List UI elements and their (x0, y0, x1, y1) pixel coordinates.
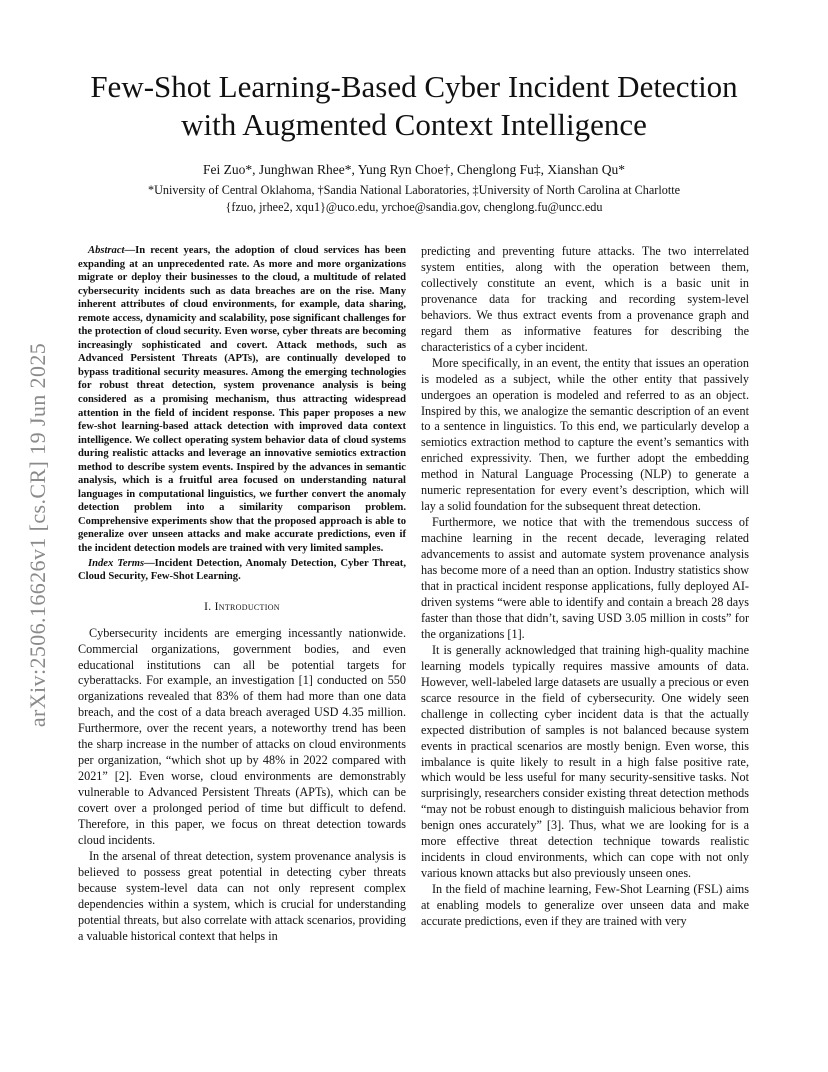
index-terms (78, 557, 406, 584)
paper-title (60, 68, 768, 144)
section-heading (78, 600, 406, 616)
arxiv-identifier (26, 300, 50, 770)
title-line-1: Few-Shot Learning-Based Cyber Incident Detection (90, 69, 738, 104)
paragraph: Furthermore, we notice that with the tremendous success of machine learning in the recent decade, leveraging related advancements to assist and automate system provenance analysis has become more of a need than an option. Industry statistics show that in practical incident response applications, fully deployed AI-driven systems “were able to identify and contain a breach 28 days faster than those that didn’t, saving USD 3.05 million in costs” for the organizations [1]. (421, 515, 749, 641)
abstract (78, 244, 406, 556)
paragraph: In the field of machine learning, Few-Shot Learning (FSL) aims at enabling models to generalize over unseen data and make accurate predictions, even if they are trained with very (421, 882, 749, 929)
section-number: I. (204, 600, 215, 613)
paragraph: Cybersecurity incidents are emerging incessantly nationwide. Commercial organizations, government bodies, and even educational institutions can all be potential targets for cyberattacks. For example, an investigation [1] conducted on 550 organizations revealed that 83% of them had more than one data breach, and the cost of a data breach averaged USD 4.35 million. Furthermore, over the recent years, a noteworthy trend has been the sharp increase in the number of attacks on cloud environments per organization, “which shot up by 48% in 2022 compared with 2021” [2]. Even worse, cloud environments are demonstrably vulnerable to Advanced Persistent Threats (APTs), which can be covert over a prolonged period of time but difficult to defend. Therefore, in this paper, we focus on threat detection towards cloud incidents. (78, 625, 406, 848)
affiliations: *University of Central Oklahoma, †Sandia National Laboratories, ‡University of North Carolina at Charlotte (147, 183, 681, 197)
arxiv-id-text: arXiv:2506.16626v1 [cs.CR] 19 Jun 2025 (25, 342, 51, 728)
index-terms-label: Index Terms (88, 557, 145, 569)
paragraph: It is generally acknowledged that training high-quality machine learning models typically requires massive amounts of data. However, well-labeled large datasets are usually a precious or even scarce resource in the field of cybersecurity. One widely seen challenge in collecting cyber incident data is that the actually expected distribution of samples is not balanced because system events in practical scenarios are mostly benign. Even worse, this imbalance is quite likely to result in a high false positive rate, which would be less useful for many security-sensitive tasks. Not surprisingly, researchers consider existing threat detection methods “may not be robust enough to distinguish malicious behavior from benign ones accurately” [3]. Thus, what we are looking for is a more effective threat detection technique towards realistic incidents in cloud environments, which can cope with not only various known attacks but also previously unseen ones. (421, 642, 749, 881)
abstract-text: —In recent years, the adoption of cloud services has been expanding at an unprecedented rate. As more and more organizations migrate or deploy their businesses to the cloud, a multitude of related cybersecurity incidents such as data breaches are on the rise. Many inherent attributes of cloud environments, for example, data sharing, remote access, dynamicity and scalability, pose significant challenges for the protection of cloud security. Even worse, cyber threats are becoming increasingly sophisticated and covert. Attack methods, such as Advanced Persistent Threats (APTs), are continually developed to bypass traditional security measures. Among the emerging technologies for robust threat detection, system provenance analysis is being considered as a promising mechanism, thus attracting widespread attention in the field of incident response. This paper proposes a new few-shot learning-based attack detection with improved data context intelligence. We collect operating system behavior data of cloud systems during realistic attacks and leverage an innovative semiotics extraction method to describe system events. Inspired by the advances in semantic analysis, which is a fruitful area focused on understanding natural languages in computational linguistics, we further convert the anomaly detection problem into a similarity comparison problem. Comprehensive experiments show that the proposed approach is able to generalize over unseen attacks and make accurate predictions, even if the incident detection models are trained with very limited samples. (78, 245, 406, 555)
index-terms-text: —Incident Detection, Anomaly Detection, Cyber Threat, Cloud Security, Few-Shot Learning. (78, 557, 406, 583)
emails: {fzuo, jrhee2, xqu1}@uco.edu, yrchoe@sandia.gov, chenglong.fu@uncc.edu (225, 200, 603, 214)
title-line-2: with Augmented Context Intelligence (181, 107, 647, 142)
affiliations-block (60, 182, 768, 216)
abstract-label: Abstract (88, 245, 125, 256)
paragraph: predicting and preventing future attacks. The two interrelated system entities, along with the operation between them, collectively constitute an event, which is a basic unit in provenance data for tracking and recording system-level behaviors. We thus extract events from a provenance graph and regard them as informative features for describing the characteristics of a cyber incident. (421, 244, 749, 354)
author-list: Fei Zuo*, Junghwan Rhee*, Yung Ryn Choe†, Chenglong Fu‡, Xianshan Qu* (203, 162, 625, 177)
paragraph: More specifically, in an event, the entity that issues an operation is modeled as a subject, while the other entity that passively undergoes an operation is modeled and referred to as an object. Inspired by this, we analogize the semantic description of an event to a sentence in linguistics. To this end, we particularly develop a semiotics extraction method to capture the event’s semantics with enriched expressivity. Then, we further adopt the embedding method in Natural Language Processing (NLP) to generate a numeric representation for every event’s description, which will lay a solid foundation for the subsequent threat detection. (421, 355, 749, 514)
paragraph: In the arsenal of threat detection, system provenance analysis is believed to possess great potential in detecting cyber threats because system-level data can not only represent complex dependencies within a system, which is crucial for understanding potential threats, but also correlate with attack scenarios, providing a valuable historical context that helps in (78, 848, 406, 943)
left-column (78, 244, 406, 945)
right-column (421, 244, 749, 930)
section-title: Introduction (214, 600, 280, 613)
